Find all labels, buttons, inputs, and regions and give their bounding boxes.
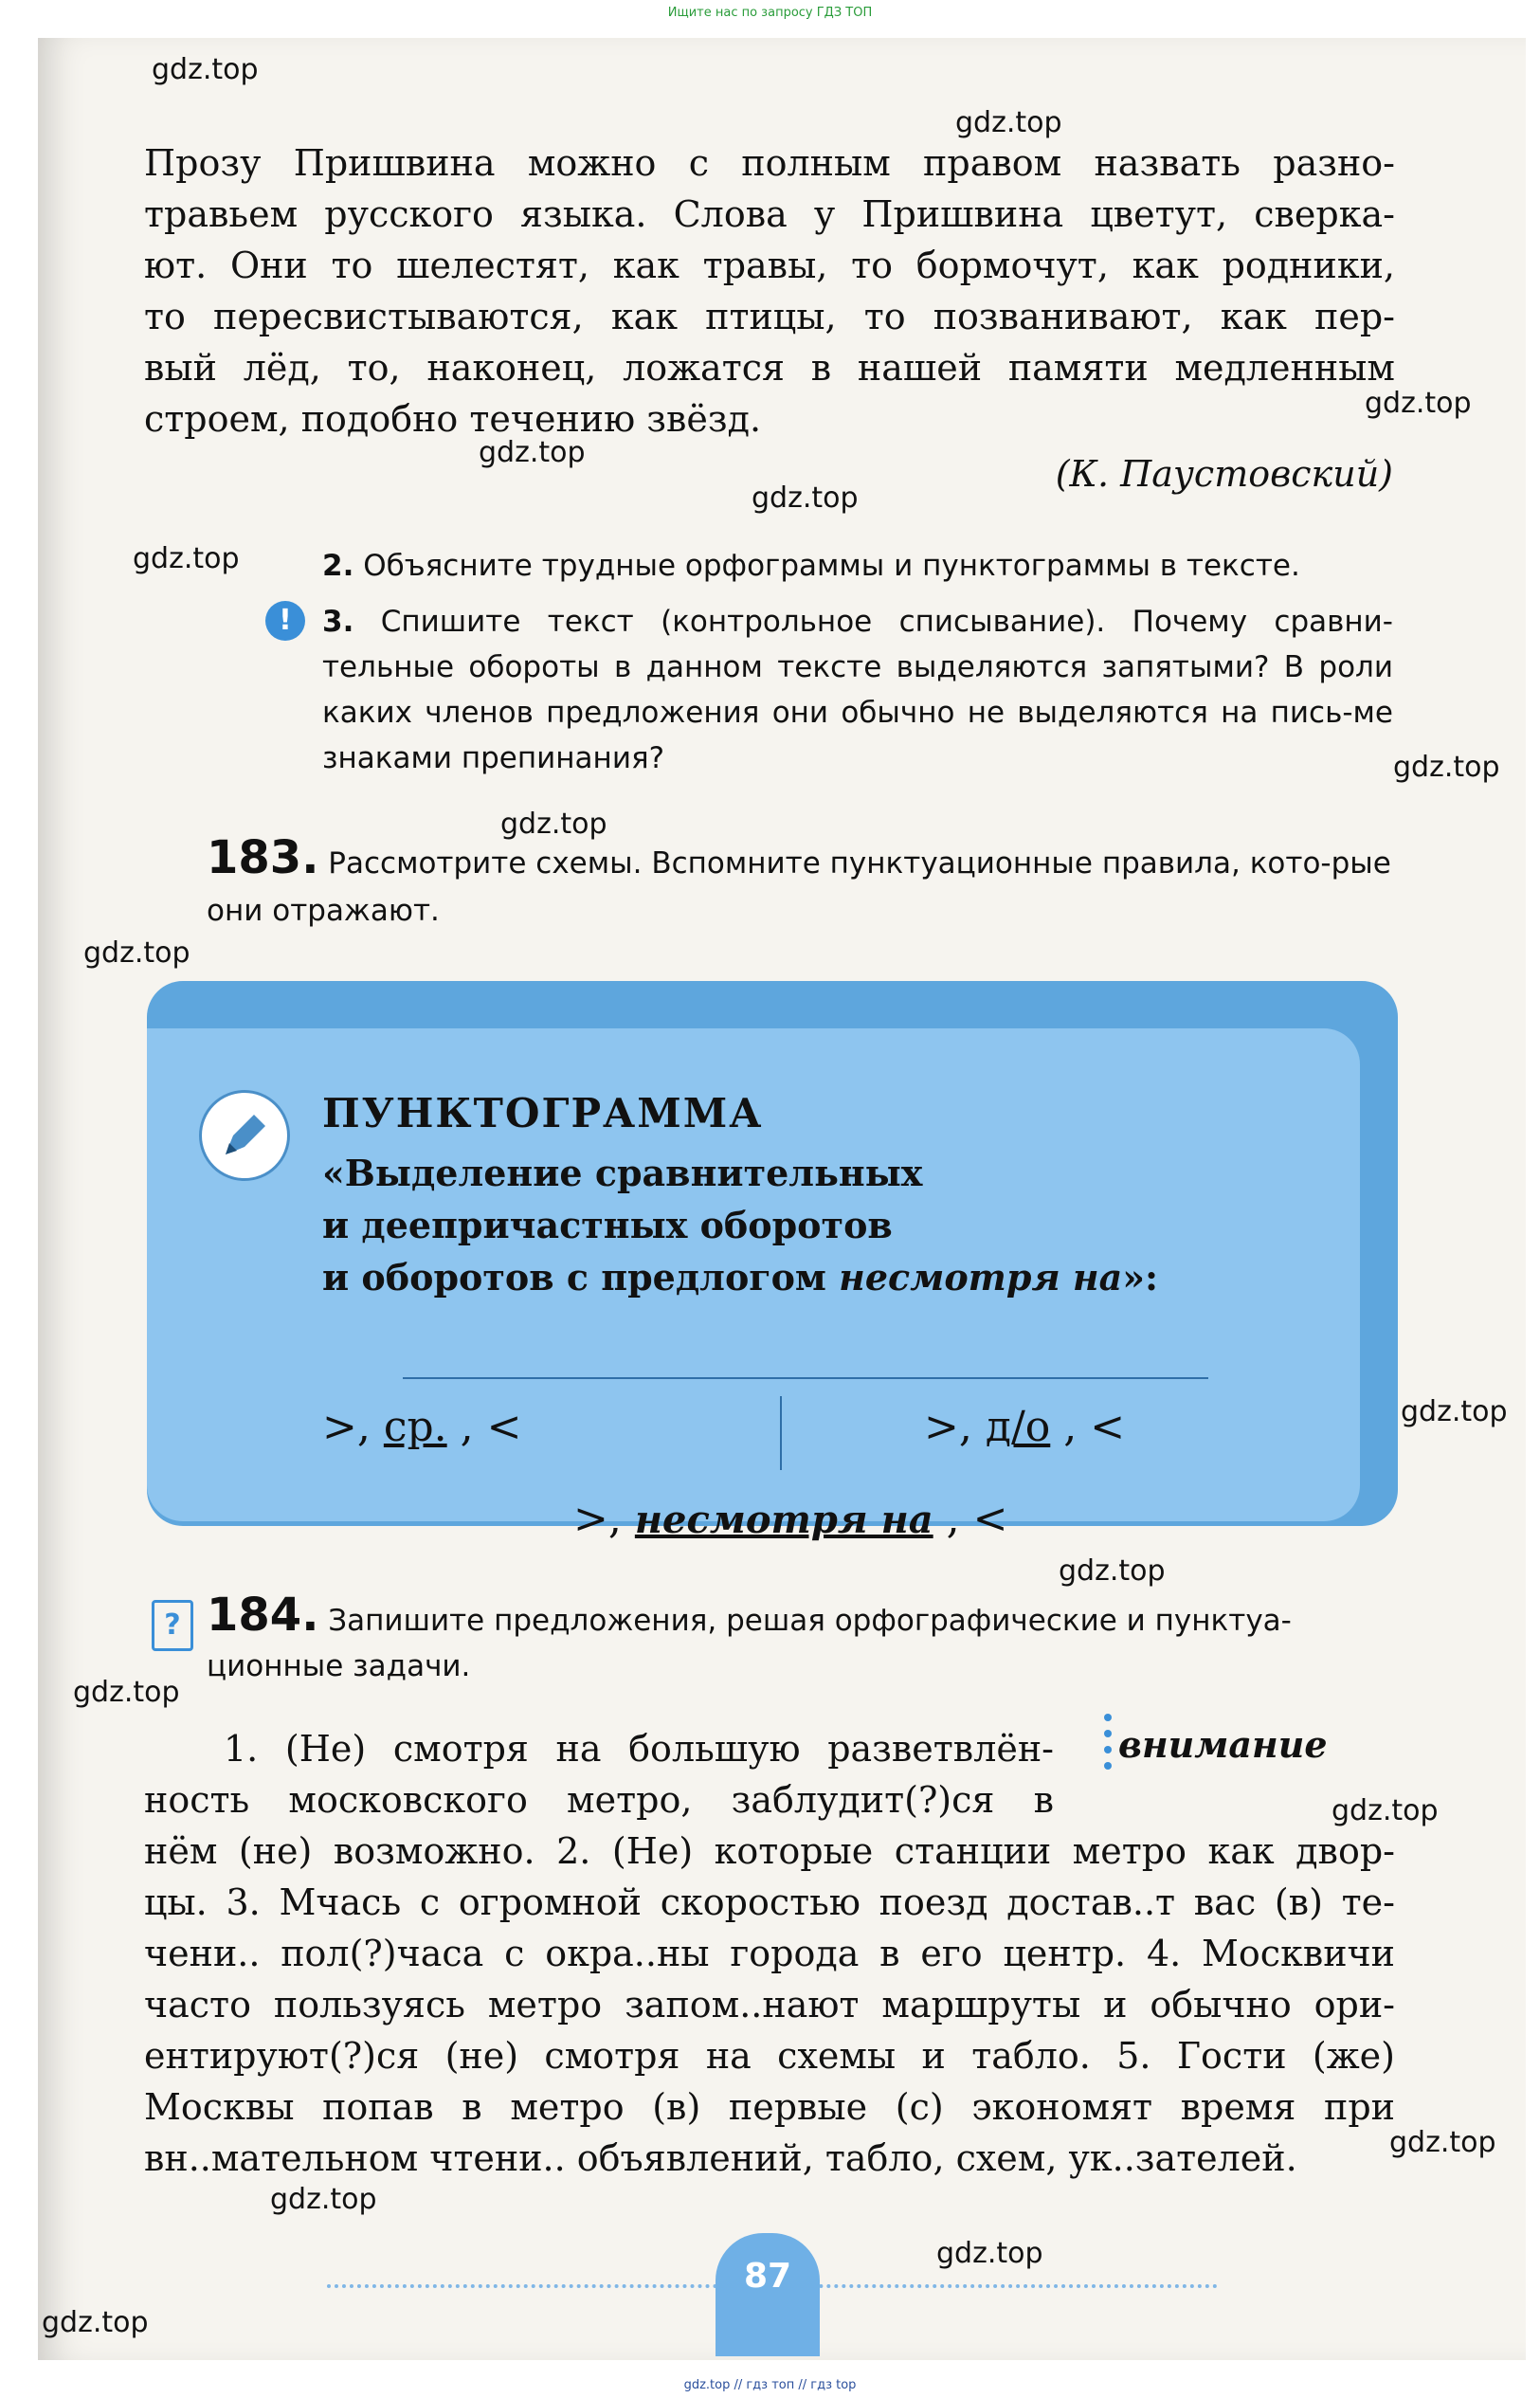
sentence-line: 1. (Не) смотря на большую разветвлён- — [224, 1728, 1054, 1770]
rule-title: ПУНКТОГРАММА — [322, 1090, 764, 1136]
exercise-184-text: Запишите предложения, решая орфографические и пунктуа-ционные задачи. — [207, 1604, 1292, 1683]
watermark: gdz.top — [936, 2237, 1043, 2270]
watermark: gdz.top — [133, 542, 240, 575]
watermark: gdz.top — [73, 1676, 180, 1709]
scheme-despite: >, несмотря на , < — [573, 1495, 1008, 1543]
watermark: gdz.top — [955, 106, 1062, 139]
punctogram-rule-box — [147, 981, 1398, 1543]
sentence-line: Москвы попав в метро (в) первые (с) экономят время при — [144, 2086, 1395, 2128]
rule-subtitle-line: и деепричастных оборотов — [322, 1204, 893, 1246]
sentence-line: часто пользуясь метро запом..нают маршруты и обычно ори- — [144, 1984, 1395, 2026]
quote-paragraph — [144, 137, 1395, 445]
top-banner: Ищите нас по запросу ГДЗ ТОП — [667, 6, 873, 20]
task-3-text: Спишите текст (контрольное списывание). Почему сравни-тельные обороты в данном тексте выделяются запятыми? В роли каких членов предложения они обычно не выделяются на пись-ме знаками препинания? — [322, 605, 1393, 775]
exercise-184-sentences — [144, 1723, 1395, 2184]
watermark: gdz.top — [83, 936, 190, 970]
scheme-comparative: >, ср. , < — [322, 1403, 522, 1451]
watermark: gdz.top — [479, 436, 586, 469]
watermark: gdz.top — [42, 2306, 149, 2339]
quote-line: строем, подобно течению звёзд. — [144, 398, 762, 440]
rule-subtitle-line: и оборотов с предлогом несмотря на»: — [322, 1256, 1159, 1299]
exclamation-icon: ! — [265, 601, 305, 641]
task-2 — [322, 543, 1393, 589]
exercise-184 — [207, 1589, 1391, 1689]
pen-icon — [199, 1090, 290, 1181]
watermark: gdz.top — [1059, 1554, 1166, 1588]
watermark: gdz.top — [1393, 751, 1500, 784]
scheme-participial: >, д/о , < — [924, 1403, 1126, 1451]
scheme-separator — [780, 1396, 782, 1470]
question-icon: ? — [152, 1600, 193, 1651]
quote-line: травьем русского языка. Слова у Пришвина цветут, сверка- — [144, 193, 1395, 235]
rule-divider — [403, 1377, 1208, 1379]
sentence-line: ность московского метро, заблудит(?)ся в — [144, 1779, 1054, 1821]
attention-label: внимание — [1118, 1723, 1328, 1766]
watermark: gdz.top — [1389, 2126, 1496, 2159]
sentence-line: нём (не) возможно. 2. (Не) которые станции метро как двор- — [144, 1830, 1395, 1872]
watermark: gdz.top — [1365, 387, 1472, 420]
rule-subtitle — [322, 1147, 1270, 1303]
watermark: gdz.top — [1332, 1794, 1439, 1827]
quote-line: то пересвистываются, как птицы, то позванивают, как пер- — [144, 296, 1395, 337]
watermark: gdz.top — [500, 808, 607, 841]
exercise-183-number: 183. — [207, 831, 319, 884]
watermark: gdz.top — [752, 481, 859, 515]
sentence-line: цы. 3. Мчась с огромной скоростью поезд достав..т вас (в) те- — [144, 1881, 1395, 1923]
task-2-number: 2. — [322, 549, 354, 583]
exercise-184-number: 184. — [207, 1589, 319, 1642]
task-2-text: Объясните трудные орфограммы и пунктограммы в тексте. — [363, 549, 1300, 583]
rule-subtitle-line: «Выделение сравнительных — [322, 1152, 923, 1194]
rule-inner-panel — [147, 1028, 1360, 1543]
exercise-183-text: Рассмотрите схемы. Вспомните пунктуационные правила, кото-рые они отражают. — [207, 846, 1391, 928]
quote-author: (К. Паустовский) — [1055, 453, 1393, 495]
watermark: gdz.top — [1401, 1395, 1508, 1428]
watermark: gdz.top — [152, 53, 259, 86]
page-number: 87 — [716, 2233, 820, 2356]
quote-line: вый лёд, то, наконец, ложатся в нашей памяти медленным — [144, 347, 1395, 389]
sentence-line: чени.. пол(?)часа с окра..ны города в его центр. 4. Москвичи — [144, 1933, 1395, 1974]
task-3 — [322, 599, 1393, 781]
watermark: gdz.top — [270, 2183, 377, 2216]
quote-line: ют. Они то шелестят, как травы, то бормочут, как родники, — [144, 245, 1395, 286]
sentence-line: вн..мательном чтени.. объявлений, табло, схем, ук..зателей. — [144, 2137, 1297, 2179]
exercise-183 — [207, 831, 1391, 935]
bottom-banner: gdz.top // гдз топ // гдз top — [683, 2378, 857, 2392]
sentence-line: ентируют(?)ся (не) смотря на схемы и табло. 5. Гости (же) — [144, 2035, 1395, 2077]
task-3-number: 3. — [322, 605, 354, 639]
quote-line: Прозу Пришвина можно с полным правом назвать разно- — [144, 142, 1395, 184]
